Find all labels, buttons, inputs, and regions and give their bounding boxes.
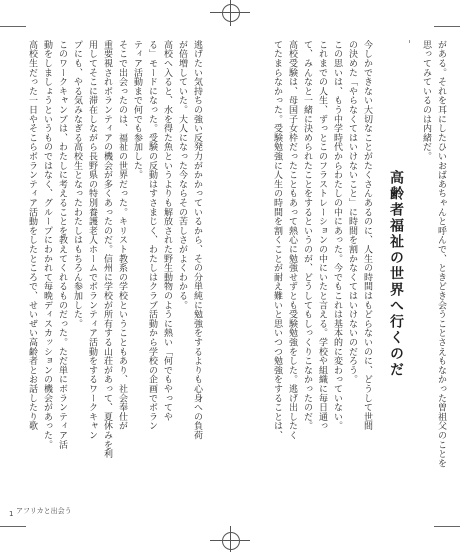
text-line: がある。それを耳にしたひいおばあちゃんと呼んで、ときどき会うことさえもなかった曽祖父のことを [436,40,446,468]
text-line: 逃げたい気持ちの強い反発力がかかっているから、その分単純に勉強をするよりも心身への負荷 [192,40,202,440]
registration-stem-bottom [230,526,231,552]
text-line: 今しかできない大切なことがたくさんあるのに、人生の時間はもどらないのに、どうして世間 [362,40,372,431]
right-page-body [262,40,374,510]
text-line: が倍増していた。大人になった今ならその苦しさがよくわかる。 [177,40,187,310]
text-line: このワークキャンプは、わたしに考えることを教えてくれるものだった。ただ単にボランティア活 [57,40,67,450]
text-line: 動をしましょうというものではなく、グループにわかれて毎晩ディスカッションの機会があった。 [42,40,52,450]
crop-mark [434,526,460,527]
crop-mark [0,526,26,527]
text-line: 高校生だった一日やそこらボランティア活動をしたところで、せいぜい高齢者とお話したり歌 [27,40,37,431]
text-line: そこで出会ったのは、福祉の世界だった。キリスト教系の学校ということもあり、社会奉仕が [117,40,127,431]
text-line: 高校へ入ると、水を得た魚というよりも解放された野生動物のように熱い「何でもやってや [162,40,172,422]
text-line: る」モードになった。受験の反動はすさまじく、わたしはクラブ活動から学校の企画でボラン [147,40,157,431]
text-line: これまでの人生、ずっとこのフラストレーションの中にいたと言える。学校や組織に毎日通っ [317,40,327,431]
right-page-opening-text [414,40,448,510]
registration-stem-top [230,0,231,26]
crop-mark [0,26,26,27]
text-line: ティア活動まで何でも参加した。 [132,40,142,180]
page-number: 1 [9,510,14,518]
heading-rule [409,40,410,43]
text-line: プにも、やる気みなぎる高校生となったわたしはもちろん参加した。 [72,40,82,329]
text-line: 高校受験は、母国子女枠だったこともあって熱心に勉強せずとも受験勉強をした。逃げ出したく [287,40,297,440]
text-line: て、みんなと一緒に決められたことをするというのが、どうしてもしっくりこなかったのだ。 [302,40,312,431]
crop-mark [434,26,460,27]
text-line: 用してそこに滞在しながら長野県の特別養護老人ホームでボランティア活動をするワークキャン [87,40,97,440]
text-line: 重要視されボランティアの機会が多くあったのだ。信州に学校が所有する山荘があって、夏休みを利 [102,40,112,459]
section-heading: 高齢者福祉の世界へ行くのだ [388,170,404,378]
text-line: の決めた「やらなくてはいけないこと」に時間を割かなくてはいけないのだろう。 [347,40,357,385]
running-title: アフリカと出会う [16,507,72,515]
text-line: 思ってみているのは内緒だ。 [421,40,431,161]
text-line: てたまらなかった。受験勉強に人生の時間を割くことが耐え難いと思いつつ勉強をすることは、 [272,40,282,440]
registration-mark-bottom [222,532,240,550]
registration-mark-top [222,4,240,22]
left-page-body [6,40,204,510]
text-line: この思いは、もう中学時代からわたしの中にあった。今でもこれは基本的に変わっていない。 [332,40,342,431]
